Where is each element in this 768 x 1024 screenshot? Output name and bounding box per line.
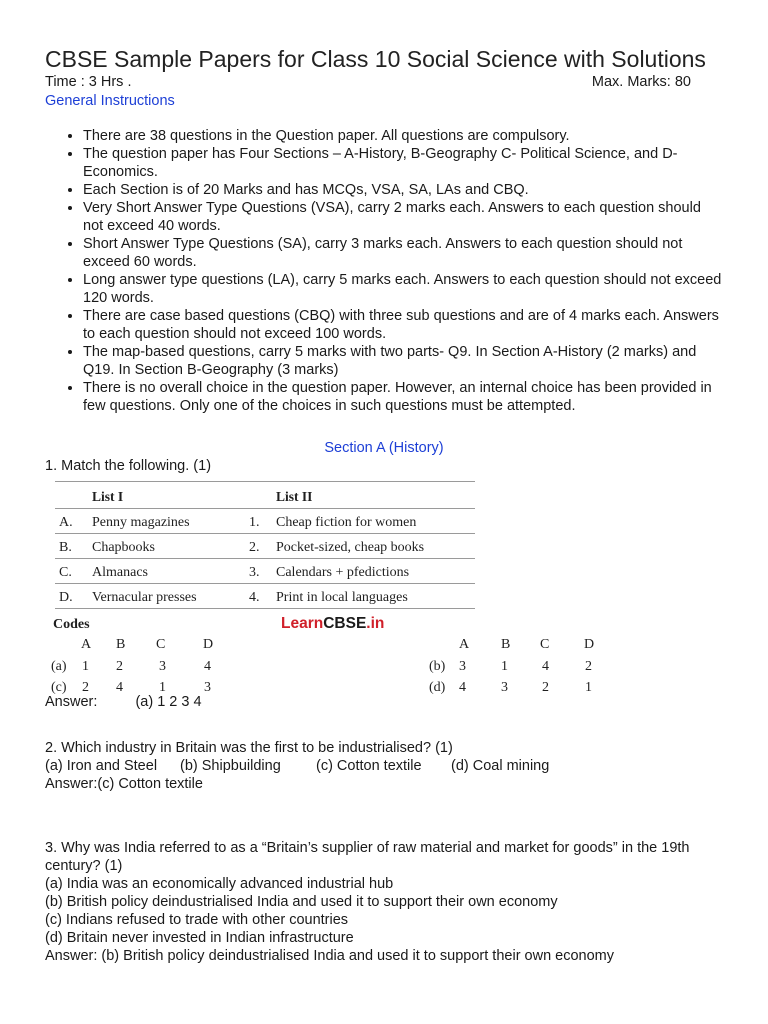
- code-value: 1: [159, 680, 166, 695]
- question-3-option: (a) India was an economically advanced industrial hub: [45, 876, 394, 892]
- row-key: D.: [59, 590, 73, 605]
- code-header: C: [156, 637, 166, 652]
- row-item: Chapbooks: [92, 540, 155, 555]
- code-value: 3: [501, 680, 508, 695]
- table-rule: [55, 583, 475, 584]
- time-label: Time : 3 Hrs .: [45, 74, 132, 90]
- section-a-heading: Section A (History): [324, 440, 444, 456]
- question-2-options: [45, 757, 725, 775]
- instruction-item: • Short Answer Type Questions (SA), carry 3 marks each. Answers to each question should not exceed 60 words.: [83, 235, 723, 271]
- page-title: CBSE Sample Papers for Class 10 Social Science with Solutions: [45, 46, 706, 72]
- code-header: D: [203, 637, 214, 652]
- codes-label: Codes: [53, 617, 90, 632]
- code-value: 3: [204, 680, 211, 695]
- document-page: [45, 46, 725, 965]
- list2-header: List II: [276, 489, 313, 504]
- row-match: Calendars + pfedictions: [276, 565, 410, 580]
- table-rule: [55, 481, 475, 482]
- code-value: 1: [501, 659, 508, 674]
- answer-label: Answer:: [45, 694, 98, 710]
- code-value: 4: [116, 680, 123, 695]
- code-header: A: [459, 637, 470, 652]
- code-value: 3: [159, 659, 166, 674]
- instruction-item: • Long answer type questions (LA), carry 5 marks each. Answers to each question should not exceed 120 words.: [83, 271, 723, 307]
- instruction-item: • The map-based questions, carry 5 marks with two parts- Q9. In Section A-History (2 marks) and Q19. In Section B-Geography (3 marks): [83, 343, 723, 379]
- question-3-option: (c) Indians refused to trade with other countries: [45, 912, 349, 928]
- table-rule: [55, 508, 475, 509]
- row-num: 2.: [249, 540, 260, 555]
- row-match: Pocket-sized, cheap books: [276, 540, 425, 555]
- learncbse-logo: [281, 615, 384, 633]
- code-value: 1: [82, 659, 89, 674]
- code-label: (b): [429, 659, 446, 674]
- row-key: C.: [59, 565, 72, 580]
- row-item: Almanacs: [92, 565, 148, 580]
- question-1-text: 1. Match the following. (1): [45, 458, 212, 474]
- instruction-item: • There are 38 questions in the Question paper. All questions are compulsory.: [83, 127, 723, 145]
- question-2-text: 2. Which industry in Britain was the first to be industrialised? (1): [45, 740, 453, 756]
- list1-header: List I: [92, 489, 124, 504]
- code-label: (d): [429, 680, 446, 695]
- general-instructions-heading: General Instructions: [45, 93, 175, 109]
- code-value: 4: [542, 659, 549, 674]
- option: (a) Iron and Steel: [45, 758, 158, 774]
- code-value: 3: [459, 659, 466, 674]
- question-3-answer: Answer: (b) British policy deindustrialised India and used it to support their own economy: [45, 948, 615, 964]
- row-match: Cheap fiction for women: [276, 515, 417, 530]
- question-3-option: (d) Britain never invested in Indian infrastructure: [45, 930, 354, 946]
- code-header: C: [540, 637, 550, 652]
- row-num: 4.: [249, 590, 260, 605]
- instruction-item: • There is no overall choice in the question paper. However, an internal choice has been provided in few questions. Only one of the choices in such questions must be attempted.: [83, 379, 723, 415]
- question-2-answer: Answer:(c) Cotton textile: [45, 776, 203, 792]
- row-item: Vernacular presses: [92, 590, 197, 605]
- logo-in: .in: [366, 615, 385, 632]
- match-table-image: [45, 477, 715, 699]
- logo-cbse: CBSE: [323, 615, 367, 632]
- code-label: (a): [51, 659, 67, 674]
- code-value: 2: [542, 680, 549, 695]
- code-value: 1: [585, 680, 592, 695]
- table-rule: [55, 533, 475, 534]
- logo-learn: Learn: [281, 615, 324, 632]
- option: (b) Shipbuilding: [180, 758, 281, 774]
- code-value: 4: [459, 680, 466, 695]
- code-value: 2: [82, 680, 89, 695]
- meta-row: [45, 73, 691, 91]
- code-header: A: [81, 637, 92, 652]
- code-header: D: [584, 637, 595, 652]
- row-match: Print in local languages: [276, 590, 408, 605]
- answer-value: (a) 1 2 3 4: [135, 694, 202, 710]
- question-3-option: (b) British policy deindustrialised India and used it to support their own economy: [45, 894, 558, 910]
- option: (d) Coal mining: [451, 758, 550, 774]
- table-rule: [55, 558, 475, 559]
- instructions-list: [45, 127, 723, 415]
- row-key: A.: [59, 515, 73, 530]
- instruction-item: • The question paper has Four Sections – A-History, B-Geography C- Political Science, and D-Economics.: [83, 145, 723, 181]
- instruction-item: • Each Section is of 20 Marks and has MCQs, VSA, SA, LAs and CBQ.: [83, 181, 723, 199]
- table-rule: [55, 608, 475, 609]
- row-key: B.: [59, 540, 72, 555]
- question-3-text: 3. Why was India referred to as a “Britain’s supplier of raw material and market for goods” in the 19th century? (1): [45, 840, 690, 874]
- row-num: 3.: [249, 565, 260, 580]
- row-num: 1.: [249, 515, 260, 530]
- code-header: B: [501, 637, 511, 652]
- instruction-item: • Very Short Answer Type Questions (VSA), carry 2 marks each. Answers to each question should not exceed 40 words.: [83, 199, 723, 235]
- row-item: Penny magazines: [92, 515, 190, 530]
- code-value: 2: [116, 659, 123, 674]
- code-value: 4: [204, 659, 211, 674]
- max-marks-label: Max. Marks: 80: [591, 74, 691, 90]
- instruction-item: • There are case based questions (CBQ) with three sub questions and are of 4 marks each. Answers to each question should not exceed 100 words.: [83, 307, 723, 343]
- code-header: B: [116, 637, 126, 652]
- code-value: 2: [585, 659, 592, 674]
- code-label: (c): [51, 680, 67, 695]
- option: (c) Cotton textile: [316, 758, 422, 774]
